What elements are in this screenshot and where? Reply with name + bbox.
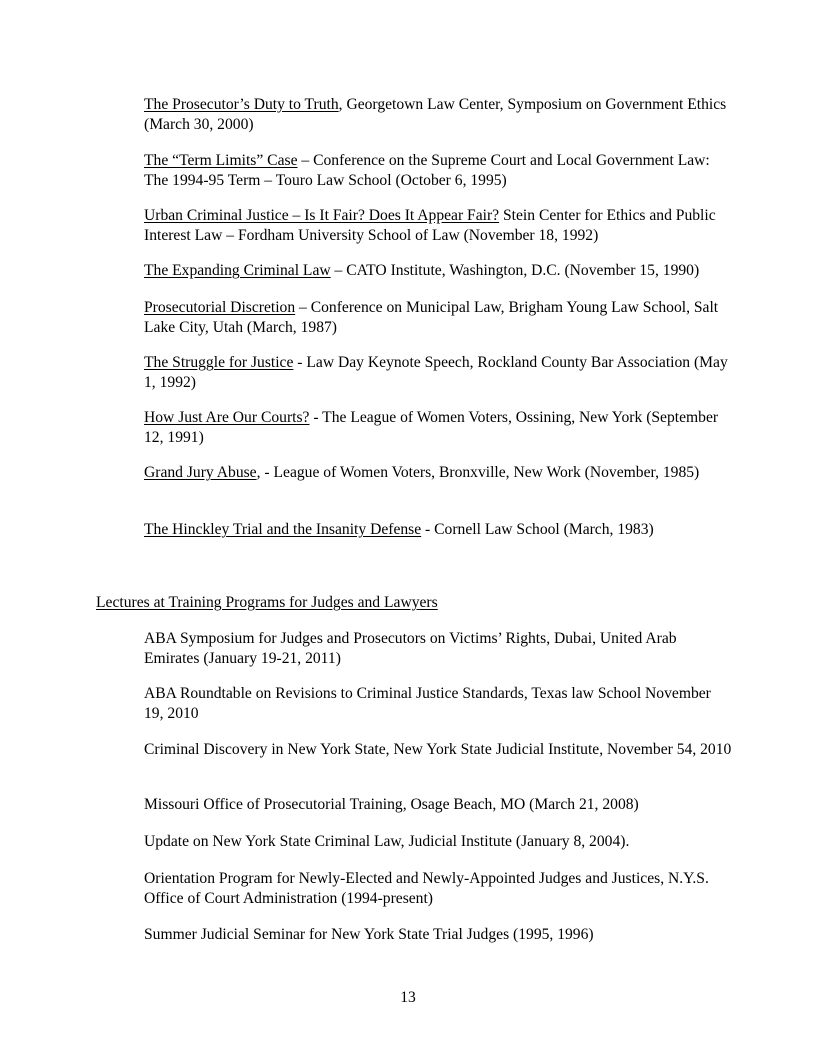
speech-detail: – CATO Institute, Washington, D.C. (November 15, 1990) — [330, 262, 700, 279]
speech-detail: , Georgetown Law Center, Symposium on Government Ethics (March 30, 2000) — [144, 96, 727, 133]
speech-entry — [144, 206, 734, 245]
speech-entry — [144, 408, 734, 447]
speech-title: The “Term Limits” Case — [144, 152, 298, 169]
speech-detail: - Law Day Keynote Speech, Rockland County Bar Association (May 1, 1992) — [144, 354, 728, 391]
speech-title: Grand Jury Abuse — [144, 464, 257, 481]
speech-entry — [144, 298, 734, 337]
lecture-entry: Missouri Office of Prosecutorial Training, Osage Beach, MO (March 21, 2008) — [144, 796, 639, 813]
speech-title: The Prosecutor’s Duty to Truth — [144, 96, 339, 113]
page-number: 13 — [400, 989, 416, 1006]
speech-title: Prosecutorial Discretion — [144, 299, 296, 316]
speech-entry — [144, 353, 734, 392]
lecture-entry: Orientation Program for Newly-Elected and Newly-Appointed Judges and Justices, N.Y.S. Office of Court Administration (1994-present) — [144, 870, 709, 907]
lecture-entry: ABA Symposium for Judges and Prosecutors on Victims’ Rights, Dubai, United Arab Emirates (January 19-21, 2011) — [144, 630, 677, 667]
speech-entry — [144, 261, 744, 281]
lecture-entry: ABA Roundtable on Revisions to Criminal Justice Standards, Texas law School November 19, 2010 — [144, 685, 711, 722]
speech-title: Urban Criminal Justice – Is It Fair? Does It Appear Fair? — [144, 207, 500, 224]
speech-detail: – Conference on the Supreme Court and Local Government Law: The 1994-95 Term – Touro Law School (October 6, 1995) — [144, 152, 710, 189]
speech-entry — [144, 95, 734, 134]
section-heading: Lectures at Training Programs for Judges and Lawyers — [96, 594, 438, 611]
speech-title: How Just Are Our Courts? — [144, 409, 310, 426]
speech-detail: - The League of Women Voters, Ossining, New York (September 12, 1991) — [144, 409, 719, 446]
lecture-entry: Update on New York State Criminal Law, Judicial Institute (January 8, 2004). — [144, 833, 630, 850]
speech-entry — [144, 520, 734, 540]
speech-detail: , - League of Women Voters, Bronxville, New Work (November, 1985) — [256, 464, 700, 481]
speech-detail: - Cornell Law School (March, 1983) — [421, 521, 654, 538]
speech-title: The Struggle for Justice — [144, 354, 294, 371]
speech-detail: Stein Center for Ethics and Public Interest Law – Fordham University School of Law (November 18, 1992) — [144, 207, 716, 244]
speech-detail: – Conference on Municipal Law, Brigham Young Law School, Salt Lake City, Utah (March, 1987) — [144, 299, 719, 336]
speech-title: The Hinckley Trial and the Insanity Defense — [144, 521, 422, 538]
lecture-entry: Summer Judicial Seminar for New York State Trial Judges (1995, 1996) — [144, 926, 594, 943]
speech-title: The Expanding Criminal Law — [144, 262, 331, 279]
speech-entry — [144, 151, 734, 190]
lecture-entry: Criminal Discovery in New York State, New York State Judicial Institute, November 54, 2010 — [144, 741, 732, 758]
speech-entry — [144, 463, 734, 483]
